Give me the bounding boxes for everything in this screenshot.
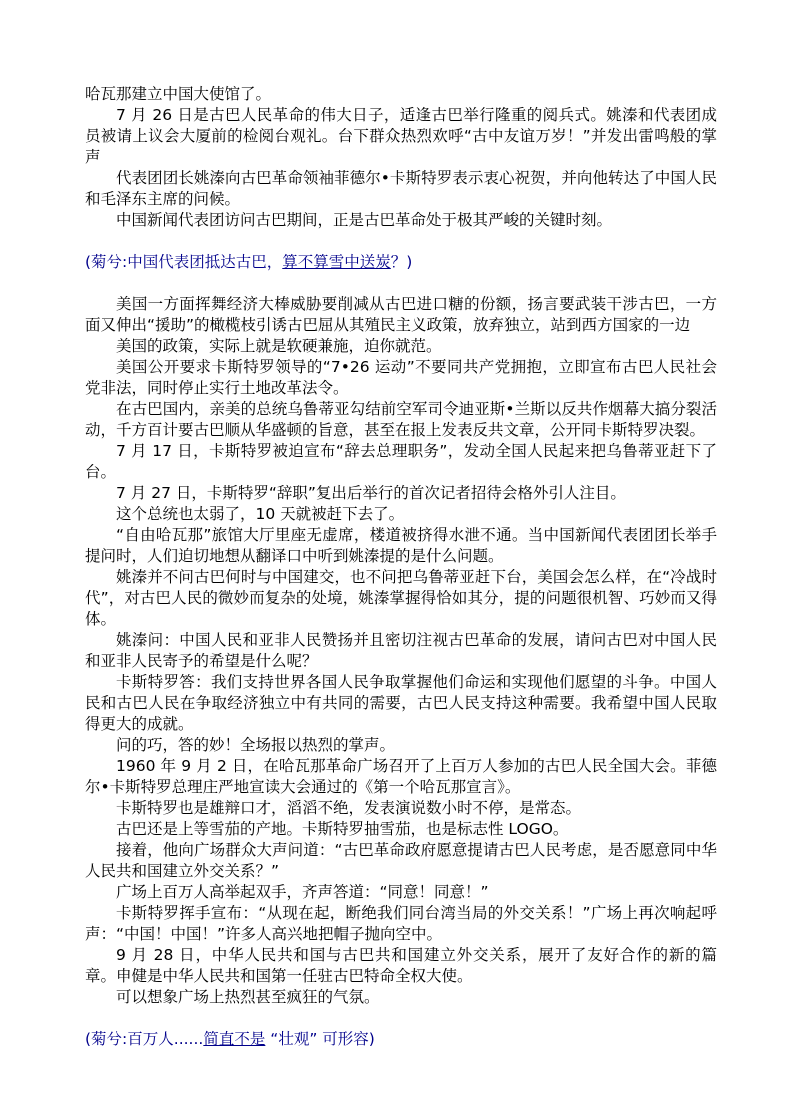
paragraph xyxy=(85,798,717,819)
document-body xyxy=(85,84,717,1050)
text-segment: 这个总统也太弱了，10 天就被赶下去了。 xyxy=(116,505,405,523)
text-segment: 姚溱问：中国人民和亚非人民赞扬并且密切注视古巴革命的发展，请问古巴对中国人民和亚非人民寄予的希望是什么呢？ xyxy=(85,631,717,670)
paragraph xyxy=(85,945,717,987)
text-segment: 广场上百万人高举起双手，齐声答道：“同意！同意！” xyxy=(116,883,489,901)
text-segment: 卡斯特罗挥手宣布：“从现在起，断绝我们同台湾当局的外交关系！”广场上再次响起呼声：“中国！中国！”许多人高兴地把帽子抛向空中。 xyxy=(85,904,717,943)
paragraph xyxy=(85,210,717,231)
paragraph xyxy=(85,630,717,672)
paragraph xyxy=(85,105,717,168)
text-segment: 卡斯特罗答：我们支持世界各国人民争取掌握他们命运和实现他们愿望的斗争。中国人民和古巴人民在争取经济独立中有共同的需要，古巴人民支持这种需要。我希望中国人民取得更大的成就。 xyxy=(85,673,717,733)
annotation-underlined-phrase: 算不算雪中送炭 xyxy=(282,253,391,271)
paragraph xyxy=(85,882,717,903)
text-segment: 中国新闻代表团访问古巴期间，正是古巴革命处于极其严峻的关键时刻。 xyxy=(116,211,613,229)
annotation-underlined-phrase: 简直不是 xyxy=(203,1030,266,1048)
text-segment: (菊兮:中国代表团抵达古巴， xyxy=(85,253,283,271)
text-segment: 9 月 28 日，中华人民共和国与古巴共和国建立外交关系，展开了友好合作的新的篇章。申健是中华人民共和国第一任驻古巴特命全权大使。 xyxy=(85,946,717,985)
text-segment: 问的巧，答的妙！全场报以热烈的掌声。 xyxy=(116,736,396,754)
text-segment: 可以想象广场上热烈甚至疯狂的气氛。 xyxy=(116,988,380,1006)
text-segment: 7 月 17 日，卡斯特罗被迫宣布“辞去总理职务”，发动全国人民起来把乌鲁蒂亚赶下了台。 xyxy=(85,442,717,481)
text-segment: ？) xyxy=(390,253,413,271)
text-segment: 美国公开要求卡斯特罗领导的“7•26 运动”不要同共产党拥抱，立即宣布古巴人民社会党非法，同时停止实行土地改革法令。 xyxy=(85,358,717,397)
text-segment: 接着，他向广场群众大声问道：“古巴革命政府愿意提请古巴人民考虑，是否愿意同中华人民共和国建立外交关系？” xyxy=(85,841,717,880)
text-segment: 7 月 26 日是古巴人民革命的伟大日子，适逢古巴举行隆重的阅兵式。姚溱和代表团成员被请上议会大厦前的检阅台观礼。台下群众热烈欢呼“古中友谊万岁！”并发出雷鸣般的掌声 xyxy=(85,106,717,166)
text-segment: “自由哈瓦那”旅馆大厅里座无虚席，楼道被挤得水泄不通。当中国新闻代表团团长举手提问时，人们迫切地想从翻译口中听到姚溱提的是什么问题。 xyxy=(85,526,717,565)
paragraph xyxy=(85,483,717,504)
paragraph xyxy=(85,399,717,441)
paragraph xyxy=(85,756,717,798)
paragraph xyxy=(85,525,717,567)
text-segment: 1960 年 9 月 2 日，在哈瓦那革命广场召开了上百万人参加的古巴人民全国大会。菲德尔•卡斯特罗总理庄严地宣读大会通过的《第一个哈瓦那宣言》。 xyxy=(85,757,717,796)
paragraph xyxy=(85,819,717,840)
paragraph xyxy=(85,357,717,399)
text-segment: 7 月 27 日，卡斯特罗“辞职”复出后举行的首次记者招待会格外引人注目。 xyxy=(116,484,626,502)
paragraph xyxy=(85,567,717,630)
paragraph xyxy=(85,336,717,357)
paragraph xyxy=(85,987,717,1008)
annotation-note xyxy=(85,252,717,273)
text-segment: 古巴还是上等雪茄的产地。卡斯特罗抽雪茄，也是标志性 LOGO。 xyxy=(116,820,569,838)
text-segment: “壮观” 可形容) xyxy=(265,1030,375,1048)
paragraph xyxy=(85,504,717,525)
text-segment: 在古巴国内，亲美的总统乌鲁蒂亚勾结前空军司令迪亚斯•兰斯以反共作烟幕大搞分裂活动，千方百计要古巴顺从华盛顿的旨意，甚至在报上发表反共文章，公开同卡斯特罗决裂。 xyxy=(85,400,717,439)
paragraph xyxy=(85,441,717,483)
paragraph xyxy=(85,168,717,210)
paragraph xyxy=(85,294,717,336)
text-segment: 美国的政策，实际上就是软硬兼施，迫你就范。 xyxy=(116,337,442,355)
paragraph xyxy=(85,903,717,945)
paragraph xyxy=(85,672,717,735)
text-segment: 美国一方面挥舞经济大棒威胁要削减从古巴进口糖的份额，扬言要武装干涉古巴，一方面又伸出“援助”的橄榄枝引诱古巴屈从其殖民主义政策，放弃独立，站到西方国家的一边 xyxy=(85,295,717,334)
paragraph xyxy=(85,840,717,882)
paragraph xyxy=(85,84,717,105)
text-segment: 哈瓦那建立中国大使馆了。 xyxy=(85,85,272,103)
annotation-note xyxy=(85,1029,717,1050)
text-segment: 代表团团长姚溱向古巴革命领袖菲德尔•卡斯特罗表示衷心祝贺，并向他转达了中国人民和毛泽东主席的问候。 xyxy=(85,169,717,208)
text-segment: 姚溱并不问古巴何时与中国建交，也不问把乌鲁蒂亚赶下台，美国会怎么样，在“冷战时代”，对古巴人民的微妙而复杂的处境，姚溱掌握得恰如其分，提的问题很机智、巧妙而又得体。 xyxy=(85,568,717,628)
text-segment: 卡斯特罗也是雄辩口才，滔滔不绝，发表演说数小时不停，是常态。 xyxy=(116,799,582,817)
paragraph xyxy=(85,735,717,756)
text-segment: (菊兮:百万人...... xyxy=(85,1030,204,1048)
